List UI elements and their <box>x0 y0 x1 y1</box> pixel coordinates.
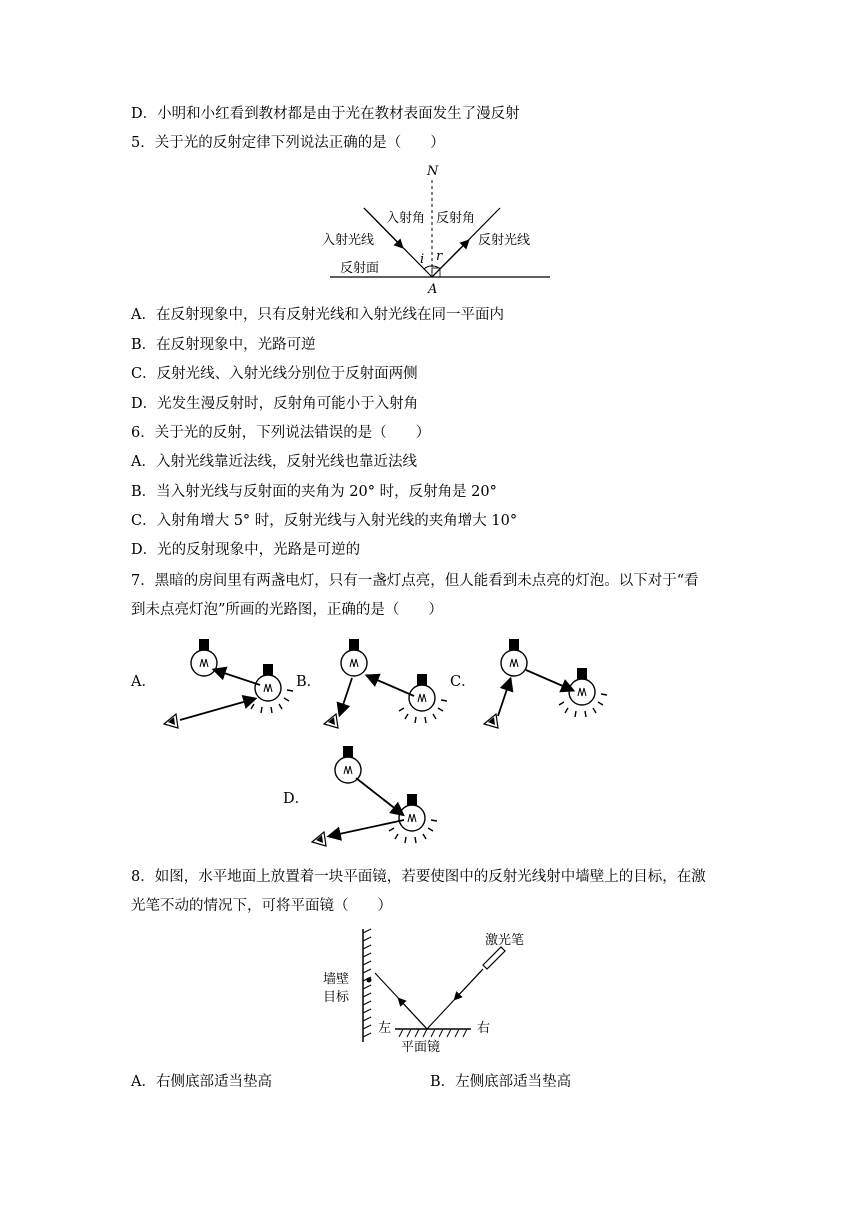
normal-label: N <box>427 164 439 179</box>
target-label: 目标 <box>323 990 350 1005</box>
q7-option-b-label: B． <box>296 674 322 690</box>
q6-option-b: B．当入射光线与反射面的夹角为 20° 时，反射角是 20° <box>131 484 497 500</box>
q7-stem-line2: 到未点亮灯泡”所画的光路图，正确的是（ ） <box>131 602 443 618</box>
q5-reflection-diagram <box>320 160 560 300</box>
angle-r-label: r <box>436 249 443 264</box>
point-a-label: A <box>428 282 438 297</box>
q5-option-d: D．光发生漫反射时，反射角可能小于入射角 <box>131 396 419 412</box>
incident-angle-label: 入射角 <box>386 211 426 226</box>
surface-label: 反射面 <box>340 261 380 276</box>
angle-i-label: i <box>420 252 425 267</box>
eye-icon <box>164 714 178 728</box>
q6-option-a: A．入射光线靠近法线，反射光线也靠近法线 <box>131 454 417 470</box>
q7-option-a-figure <box>150 628 300 738</box>
q6-option-c: C．入射角增大 5° 时，反射光线与入射光线的夹角增大 10° <box>131 513 518 529</box>
left-label: 左 <box>378 1021 392 1036</box>
q8-laser-diagram <box>315 925 550 1055</box>
laser-label: 激光笔 <box>485 933 525 948</box>
right-label: 右 <box>477 1021 491 1036</box>
q8-option-b: B．左侧底部适当垫高 <box>430 1074 572 1090</box>
q8-option-a: A．右侧底部适当垫高 <box>131 1074 272 1090</box>
q7-option-b-figure <box>310 628 460 738</box>
eye-icon <box>324 714 338 728</box>
q8-stem-line2: 光笔不动的情况下，可将平面镜（ ） <box>131 898 392 914</box>
reflection-angle-label: 反射角 <box>436 211 476 226</box>
lit-bulb-icon <box>389 794 437 843</box>
lit-bulb-icon <box>245 664 293 713</box>
lit-bulb-icon <box>559 668 607 717</box>
q7-option-d-figure <box>300 740 450 850</box>
mirror-label: 平面镜 <box>401 1040 441 1055</box>
eye-icon <box>484 714 498 728</box>
reflected-ray-label: 反射光线 <box>478 233 531 248</box>
eye-icon <box>312 832 326 846</box>
unlit-bulb-icon <box>191 639 217 676</box>
q7-option-c-figure <box>470 628 620 738</box>
q5-option-c: C．反射光线、入射光线分别位于反射面两侧 <box>131 366 418 382</box>
unlit-bulb-icon <box>335 746 361 783</box>
q6-stem: 6．关于光的反射，下列说法错误的是（ ） <box>131 425 431 441</box>
target-mark <box>367 978 372 983</box>
q5-option-b: B．在反射现象中，光路可逆 <box>131 337 316 353</box>
q7-option-a-label: A． <box>131 674 156 690</box>
q5-option-a: A．在反射现象中，只有反射光线和入射光线在同一平面内 <box>131 307 504 323</box>
q4-option-d: D．小明和小红看到教材都是由于光在教材表面发生了漫反射 <box>131 106 520 122</box>
q8-stem-line1: 8．如图，水平地面上放置着一块平面镜，若要使图中的反射光线射中墙壁上的目标，在激 <box>131 869 706 885</box>
q6-option-d: D．光的反射现象中，光路是可逆的 <box>131 542 361 558</box>
lit-bulb-icon <box>399 674 447 723</box>
q7-option-d-label: D． <box>283 791 310 807</box>
q7-option-c-label: C． <box>450 674 476 690</box>
unlit-bulb-icon <box>341 639 367 676</box>
q5-stem: 5．关于光的反射定律下列说法正确的是（ ） <box>131 135 445 151</box>
unlit-bulb-icon <box>501 639 527 676</box>
wall-label: 墙壁 <box>323 972 350 987</box>
q7-stem-line1: 7．黑暗的房间里有两盏电灯，只有一盏灯点亮，但人能看到未点亮的灯泡。以下对于“看 <box>131 573 699 589</box>
laser-pen-icon <box>483 947 505 969</box>
incident-ray-label: 入射光线 <box>322 233 375 248</box>
